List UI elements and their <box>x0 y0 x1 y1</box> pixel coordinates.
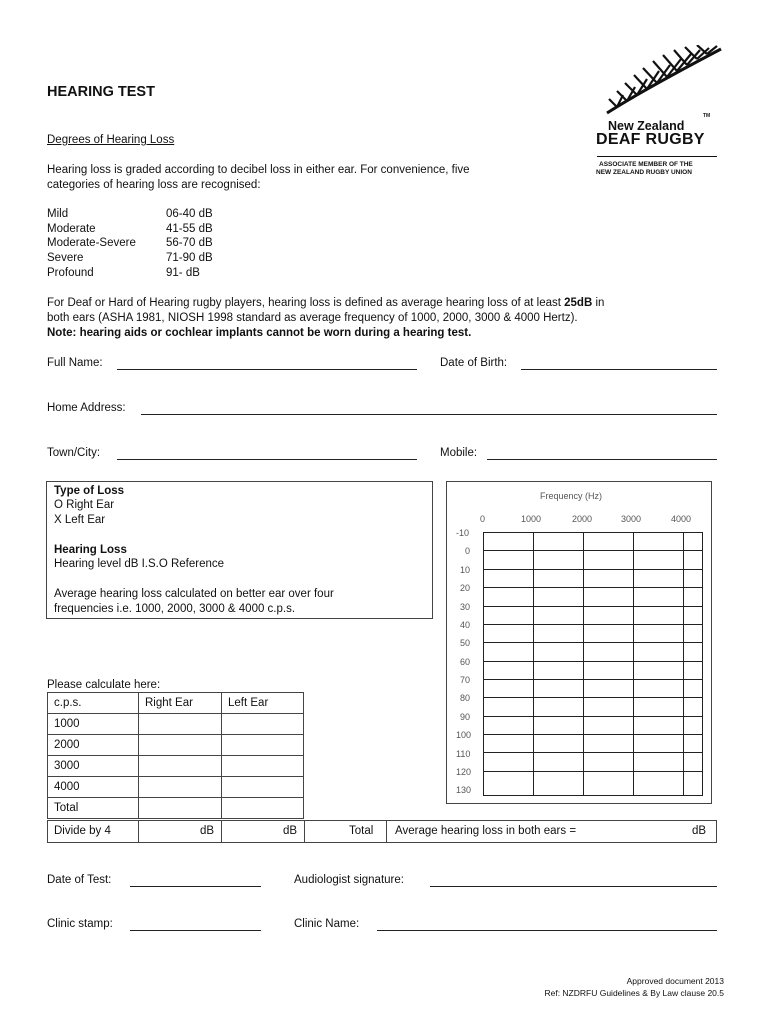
grid-line <box>483 550 703 551</box>
cell-divider <box>221 821 222 842</box>
cell-divider <box>304 821 305 842</box>
date-of-test-label: Date of Test: <box>47 874 112 886</box>
definition-line-2: both ears (ASHA 1981, NIOSH 1998 standard as average frequency of 1000, 2000, 3000 & 4000 Hertz). <box>47 312 578 324</box>
grid-line <box>483 679 703 680</box>
right-ear-input[interactable] <box>139 798 222 819</box>
calc-row-label: Total <box>48 798 139 819</box>
calc-row-label: 3000 <box>48 756 139 777</box>
category-range: 06-40 dB <box>166 208 213 220</box>
x-tick-label: 1000 <box>521 514 542 524</box>
footer-approved: Approved document 2013 <box>626 976 724 986</box>
x-tick-label: 3000 <box>621 514 642 524</box>
definition-text: For Deaf or Hard of Hearing rugby players, hearing loss is defined as average hearing loss of at least <box>47 297 565 309</box>
definition-line-1 <box>47 296 604 311</box>
left-ear-input[interactable] <box>222 756 304 777</box>
audiogram-title: Frequency (Hz) <box>540 491 603 501</box>
grid-line <box>683 532 684 796</box>
calc-row-label: 2000 <box>48 735 139 756</box>
y-tick-label: 30 <box>460 602 471 612</box>
grid-line <box>483 587 703 588</box>
divide-label: Divide by 4 <box>54 825 111 837</box>
definition-threshold: 25dB <box>564 297 593 309</box>
logo-line-new-zealand: New Zealand <box>608 119 685 133</box>
average-note-line-2: frequencies i.e. 1000, 2000, 3000 & 4000 c.p.s. <box>54 603 296 615</box>
mobile-field[interactable] <box>487 459 717 460</box>
category-range: 41-55 dB <box>166 223 213 235</box>
left-ear-input[interactable] <box>222 735 304 756</box>
left-ear-input[interactable] <box>222 714 304 735</box>
x-tick-label: 0 <box>480 514 486 524</box>
definition-note: Note: hearing aids or cochlear implants cannot be worn during a hearing test. <box>47 327 472 339</box>
category-name: Profound <box>47 267 94 279</box>
right-ear-input[interactable] <box>139 714 222 735</box>
average-both-ears-label: Average hearing loss in both ears = <box>395 825 577 837</box>
y-tick-label: 0 <box>465 546 471 556</box>
x-tick-label: 4000 <box>671 514 692 524</box>
y-tick-label: 70 <box>460 675 471 685</box>
left-ear-legend: X Left Ear <box>54 514 106 526</box>
grid-line <box>483 532 484 796</box>
logo-nzru-line: NEW ZEALAND RUGBY UNION <box>596 169 692 176</box>
category-range: 56-70 dB <box>166 237 213 249</box>
home-address-label: Home Address: <box>47 402 126 414</box>
clinic-name-label: Clinic Name: <box>294 918 360 930</box>
page-title: HEARING TEST <box>47 84 155 100</box>
right-ear-input[interactable] <box>139 735 222 756</box>
y-tick-label: 40 <box>460 620 471 630</box>
table-row <box>48 777 304 798</box>
y-tick-label: 80 <box>460 693 471 703</box>
dob-field[interactable] <box>521 369 717 370</box>
nz-deaf-rugby-logo <box>595 45 720 180</box>
y-tick-label: 60 <box>460 657 471 667</box>
hearing-loss-heading: Hearing Loss <box>54 544 127 556</box>
y-tick-label: 10 <box>460 565 471 575</box>
cell-divider <box>138 821 139 842</box>
y-tick-label: 110 <box>456 749 471 759</box>
intro-line-2: categories of hearing loss are recognised: <box>47 179 261 191</box>
category-name: Moderate-Severe <box>47 237 136 249</box>
clinic-stamp-label: Clinic stamp: <box>47 918 113 930</box>
right-ear-input[interactable] <box>139 777 222 798</box>
calc-table <box>47 692 304 819</box>
category-name: Mild <box>47 208 69 220</box>
type-of-loss-heading: Type of Loss <box>54 485 125 497</box>
category-name: Severe <box>47 252 84 264</box>
y-tick-label: 120 <box>456 767 472 777</box>
grid-line <box>483 716 703 717</box>
audiologist-signature-label: Audiologist signature: <box>294 874 404 886</box>
clinic-stamp-field[interactable] <box>130 930 261 931</box>
home-address-field[interactable] <box>141 414 717 415</box>
category-range: 71-90 dB <box>166 252 213 264</box>
hearing-loss-reference: Hearing level dB I.S.O Reference <box>54 558 225 570</box>
divide-row <box>47 820 717 843</box>
full-name-label: Full Name: <box>47 357 103 369</box>
audiogram-grid[interactable] <box>483 532 703 796</box>
date-of-test-field[interactable] <box>130 886 261 887</box>
town-field[interactable] <box>117 459 417 460</box>
left-ear-input[interactable] <box>222 777 304 798</box>
average-note-line-1: Average hearing loss calculated on better ear over four <box>54 588 334 600</box>
grid-line <box>483 624 703 625</box>
right-ear-legend: O Right Ear <box>54 499 115 511</box>
grid-line <box>583 532 584 796</box>
average-db-unit: dB <box>692 825 707 837</box>
grid-line <box>483 771 703 772</box>
grid-line <box>483 734 703 735</box>
left-ear-input[interactable] <box>222 798 304 819</box>
town-label: Town/City: <box>47 447 101 459</box>
calc-header-right: Right Ear <box>139 693 222 714</box>
table-row <box>48 756 304 777</box>
grid-line <box>633 532 634 796</box>
logo-line-deaf-rugby: DEAF RUGBY <box>596 131 705 148</box>
y-tick-label: -10 <box>456 528 470 538</box>
y-tick-label: 50 <box>460 638 471 648</box>
grid-line <box>483 569 703 570</box>
table-row <box>48 735 304 756</box>
cell-divider <box>386 821 387 842</box>
table-row <box>48 693 304 714</box>
grid-line <box>483 752 703 753</box>
logo-tm: TM <box>703 113 711 119</box>
grid-line <box>483 532 703 533</box>
left-ear-db-unit: dB <box>283 825 298 837</box>
calc-row-label: 4000 <box>48 777 139 798</box>
dob-label: Date of Birth: <box>440 357 508 369</box>
table-row <box>48 798 304 819</box>
calc-label: Please calculate here: <box>47 679 161 691</box>
footer-reference: Ref: NZDRFU Guidelines & By Law clause 20.5 <box>544 988 724 998</box>
right-ear-input[interactable] <box>139 756 222 777</box>
grid-line <box>533 532 534 796</box>
y-tick-label: 130 <box>456 785 472 795</box>
grid-line <box>483 606 703 607</box>
audiologist-signature-field[interactable] <box>430 886 717 887</box>
category-range: 91- dB <box>166 267 200 279</box>
grid-line <box>483 642 703 643</box>
logo-divider <box>597 156 717 157</box>
grid-line <box>483 697 703 698</box>
y-tick-label: 20 <box>460 583 471 593</box>
table-row <box>48 714 304 735</box>
mobile-label: Mobile: <box>440 447 478 459</box>
full-name-field[interactable] <box>117 369 417 370</box>
degrees-heading: Degrees of Hearing Loss <box>47 134 175 146</box>
category-name: Moderate <box>47 223 96 235</box>
calc-header-cps: c.p.s. <box>48 693 139 714</box>
logo-associate-line: ASSOCIATE MEMBER OF THE <box>599 161 693 168</box>
calc-row-label: 1000 <box>48 714 139 735</box>
grid-line <box>483 795 703 796</box>
grid-line <box>702 532 703 796</box>
x-tick-label: 2000 <box>572 514 593 524</box>
y-tick-label: 100 <box>456 730 472 740</box>
grid-line <box>483 661 703 662</box>
right-ear-db-unit: dB <box>200 825 215 837</box>
calc-header-left: Left Ear <box>222 693 304 714</box>
clinic-name-field[interactable] <box>377 930 717 931</box>
y-tick-label: 90 <box>460 712 471 722</box>
silver-fern-icon <box>603 45 723 117</box>
intro-line-1: Hearing loss is graded according to decibel loss in either ear. For convenience, five <box>47 164 470 176</box>
total-label: Total <box>349 825 374 837</box>
definition-text-end: in <box>592 297 605 309</box>
